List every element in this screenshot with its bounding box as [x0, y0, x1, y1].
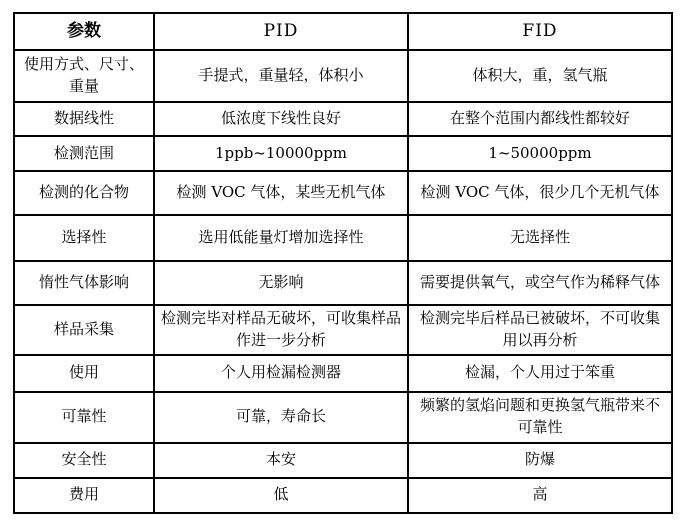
- column-header-param: 参数: [14, 13, 154, 50]
- table-row-data-linearity: [14, 102, 672, 136]
- fid-cell: 1~50000ppm: [408, 136, 672, 171]
- fid-cell: 体积大，重，氢气瓶: [408, 50, 672, 102]
- pid-cell: 本安: [154, 443, 408, 478]
- fid-cell: 在整个范围内都线性都较好: [408, 102, 672, 136]
- table-row-sample-collection: [14, 305, 672, 355]
- param-cell: 检测的化合物: [14, 171, 154, 215]
- pid-cell: 无影响: [154, 261, 408, 305]
- param-cell: 检测范围: [14, 136, 154, 171]
- column-header-pid: PID: [154, 13, 408, 50]
- table-row-detected-compounds: [14, 171, 672, 215]
- fid-cell: 频繁的氢焰问题和更换氢气瓶带来不可靠性: [408, 392, 672, 443]
- param-cell: 选择性: [14, 215, 154, 261]
- param-cell: 使用方式、尺寸、重量: [14, 50, 154, 102]
- table-row-usage-size-weight: [14, 50, 672, 102]
- table-row-safety: [14, 443, 672, 478]
- pid-cell: 个人用检漏检测器: [154, 355, 408, 392]
- table-row-inert-gas-effect: [14, 261, 672, 305]
- fid-cell: 高: [408, 478, 672, 513]
- table-row-usage: [14, 355, 672, 392]
- pid-cell: 低浓度下线性良好: [154, 102, 408, 136]
- table-row-reliability: [14, 392, 672, 443]
- table-row-cost: [14, 478, 672, 513]
- param-cell: 样品采集: [14, 305, 154, 355]
- column-header-fid: FID: [408, 13, 672, 50]
- table-row-detection-range: [14, 136, 672, 171]
- param-cell: 费用: [14, 478, 154, 513]
- fid-cell: 检测完毕后样品已被破坏，不可收集用以再分析: [408, 305, 672, 355]
- pid-fid-comparison-table: [13, 12, 673, 514]
- param-cell: 安全性: [14, 443, 154, 478]
- pid-cell: 低: [154, 478, 408, 513]
- param-cell: 惰性气体影响: [14, 261, 154, 305]
- header-row: [14, 13, 672, 50]
- fid-cell: 检测 VOC 气体，很少几个无机气体: [408, 171, 672, 215]
- table-row-selectivity: [14, 215, 672, 261]
- pid-cell: 可靠，寿命长: [154, 392, 408, 443]
- pid-cell: 1ppb~10000ppm: [154, 136, 408, 171]
- param-cell: 可靠性: [14, 392, 154, 443]
- fid-cell: 需要提供氧气，或空气作为稀释气体: [408, 261, 672, 305]
- param-cell: 数据线性: [14, 102, 154, 136]
- pid-cell: 选用低能量灯增加选择性: [154, 215, 408, 261]
- param-cell: 使用: [14, 355, 154, 392]
- fid-cell: 无选择性: [408, 215, 672, 261]
- pid-cell: 检测完毕对样品无破坏，可收集样品作进一步分析: [154, 305, 408, 355]
- pid-cell: 手提式，重量轻，体积小: [154, 50, 408, 102]
- fid-cell: 检漏，个人用过于笨重: [408, 355, 672, 392]
- pid-cell: 检测 VOC 气体，某些无机气体: [154, 171, 408, 215]
- fid-cell: 防爆: [408, 443, 672, 478]
